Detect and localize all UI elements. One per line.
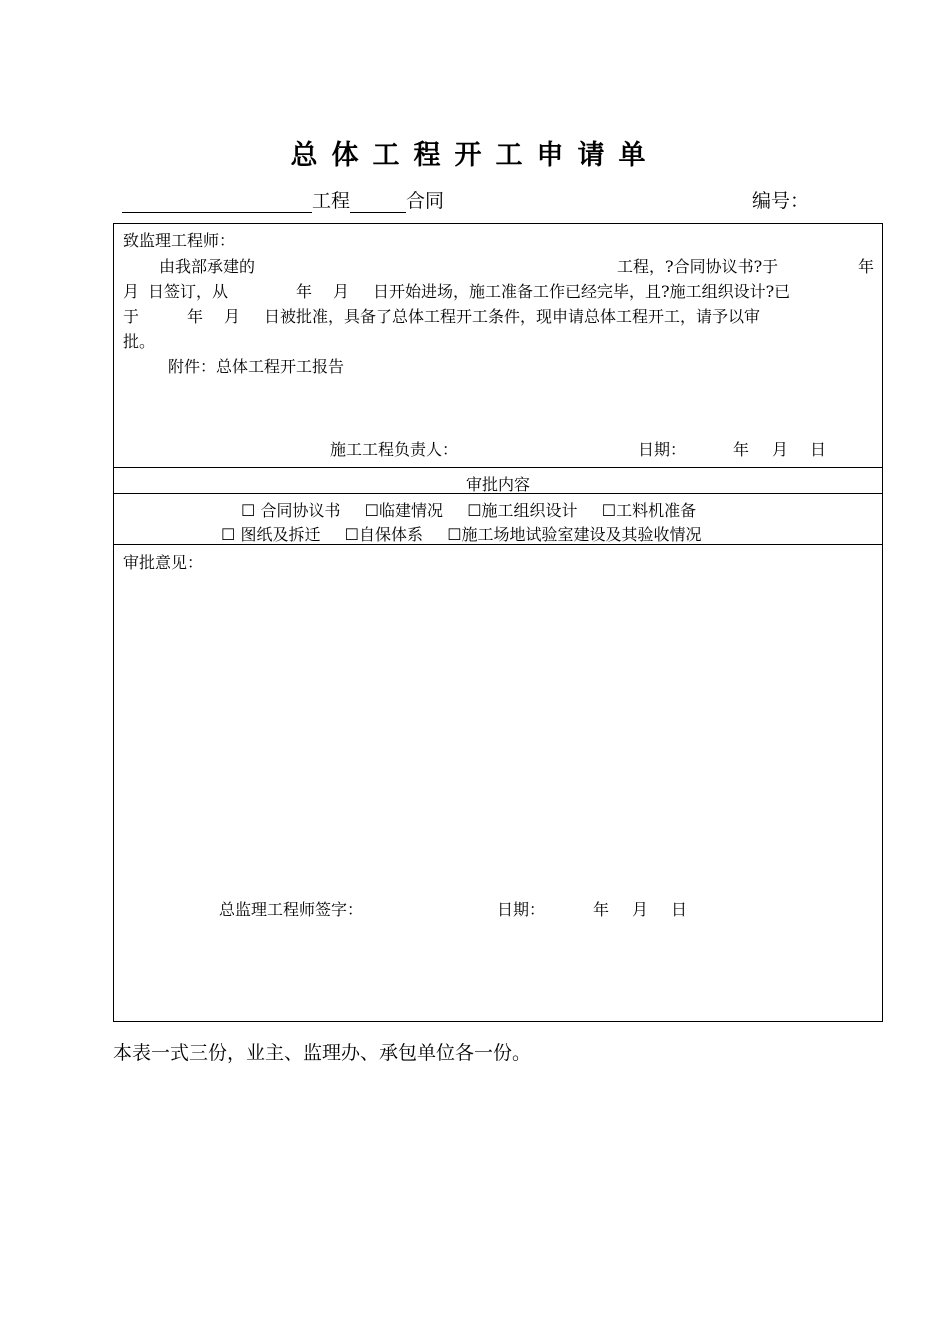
approval-heading: 审批内容 bbox=[465, 475, 530, 494]
application-text: 年 bbox=[296, 282, 313, 301]
application-text: 于 bbox=[123, 307, 140, 326]
checkbox-construction-design[interactable]: ☐施工组织设计 bbox=[467, 501, 578, 520]
project-suffix: 工程 bbox=[312, 190, 351, 212]
date-month: 月 bbox=[632, 900, 649, 919]
date-year: 年 bbox=[593, 900, 610, 919]
checkbox-self-assurance[interactable]: ☐自保体系 bbox=[344, 525, 423, 544]
date-year: 年 bbox=[733, 440, 750, 459]
page-title: 总体工程开工申请单 bbox=[290, 140, 660, 171]
application-text: 日签订，从 bbox=[148, 282, 229, 301]
date-month: 月 bbox=[772, 440, 789, 459]
application-text: 由我部承建的 bbox=[159, 257, 256, 276]
checkbox-temporary-works[interactable]: ☐临建情况 bbox=[364, 501, 443, 520]
attachment-note: 附件：总体工程开工报告 bbox=[168, 357, 345, 376]
date-day: 日 bbox=[671, 900, 688, 919]
form-header bbox=[122, 186, 444, 213]
application-text: 月 bbox=[224, 307, 241, 326]
checkbox-label: 自保体系 bbox=[358, 525, 423, 544]
checkbox-site-lab[interactable]: ☐施工场地试验室建设及其验收情况 bbox=[447, 525, 702, 544]
checkbox-label: 合同协议书 bbox=[260, 501, 341, 520]
checkbox-label: 图纸及拆迁 bbox=[240, 525, 321, 544]
addressee: 致监理工程师： bbox=[123, 231, 236, 250]
divider bbox=[114, 467, 882, 468]
opinion-label: 审批意见： bbox=[123, 553, 204, 572]
application-text: 月 bbox=[333, 282, 350, 301]
checkbox-row-2 bbox=[221, 522, 702, 545]
application-text: 年 bbox=[187, 307, 204, 326]
application-text: 日开始进场，施工准备工作已经完毕，且?施工组织设计?已 bbox=[373, 282, 791, 301]
opinion-area[interactable] bbox=[114, 570, 882, 890]
divider bbox=[114, 544, 882, 545]
chief-supervisor-signer-label: 总监理工程师签字： bbox=[219, 900, 364, 919]
footer-note: 本表一式三份，业主、监理办、承包单位各一份。 bbox=[113, 1042, 532, 1064]
date-label: 日期： bbox=[638, 440, 687, 459]
application-text: 批。 bbox=[123, 332, 156, 351]
application-text: 工程，?合同协议书?于 bbox=[617, 257, 779, 276]
checkbox-label: 施工场地试验室建设及其验收情况 bbox=[461, 525, 702, 544]
checkbox-label: 施工组织设计 bbox=[481, 501, 578, 520]
checkbox-materials[interactable]: ☐工料机准备 bbox=[601, 501, 697, 520]
date-day: 日 bbox=[810, 440, 827, 459]
checkbox-row-1 bbox=[241, 498, 696, 521]
checkbox-label: 工料机准备 bbox=[616, 501, 697, 520]
application-text: 年 bbox=[858, 257, 875, 276]
project-name-blank[interactable] bbox=[122, 190, 312, 213]
checkbox-drawings[interactable]: ☐ 图纸及拆迁 bbox=[221, 525, 321, 544]
date-label: 日期： bbox=[497, 900, 546, 919]
application-text: 月 bbox=[123, 282, 140, 301]
contract-suffix: 合同 bbox=[406, 190, 445, 212]
checkbox-label: 临建情况 bbox=[378, 501, 443, 520]
application-text: 日被批准，具备了总体工程开工条件，现申请总体工程开工，请予以审 bbox=[264, 307, 761, 326]
divider bbox=[114, 493, 882, 494]
contract-name-blank[interactable] bbox=[350, 190, 406, 213]
form-table bbox=[113, 223, 883, 1022]
checkbox-contract[interactable]: ☐ 合同协议书 bbox=[241, 501, 341, 520]
number-label: 编号： bbox=[752, 190, 810, 212]
contractor-signer-label: 施工工程负责人： bbox=[330, 440, 459, 459]
